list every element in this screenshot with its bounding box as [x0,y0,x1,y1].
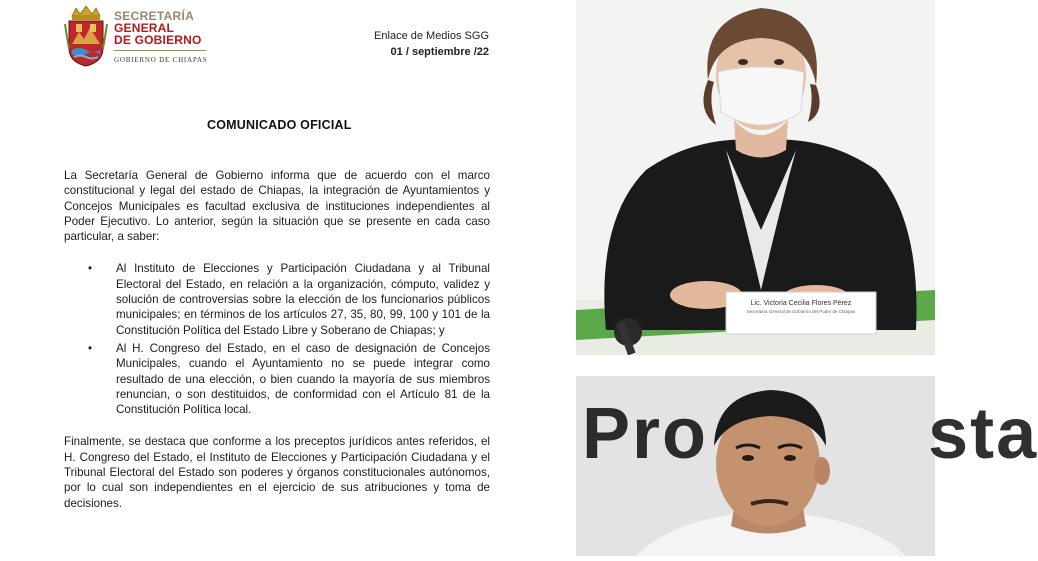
org-line-4: GOBIERNO DE CHIAPAS [114,56,208,64]
document-meta [374,28,489,60]
org-line-2: GENERAL [114,21,175,35]
nameplate [726,300,876,314]
bullet-glyph: • [88,262,93,276]
source-label: Enlace de Medios SGG [374,30,489,42]
bullet-list [64,261,490,417]
nameplate-name: Lic. Victoria Cecilia Flores Pérez [750,300,852,307]
closing-paragraph: Finalmente, se destaca que conforme a los preceptos jurídicos antes referidos, el H. Congreso del Estado, el Instituto de Elecciones y Participación Ciudadana y el Tribunal Electoral del Estado son poderes y órganos constitucionales autónomos, por lo cual son independientes en el ejercicio de sus atribuciones y toma de decisiones. [64,435,490,510]
bullet-text: Al H. Congreso del Estado, en el caso de designación de Concejos Municipales, cuando el Ayuntamiento no se puede integrar como resultado de una elección, o bien cuando la mayoría de sus miembros renuncian, o son destituidos, de conformidad con el Artículo 81 de la Constitución Política local. [116,341,490,417]
photo-official-woman [576,0,935,355]
background-sign-text: Pro sta [582,394,1038,474]
list-item [64,341,490,417]
org-line-1: SECRETARÍA [114,9,195,23]
nameplate-role: Secretaría General de Gobierno del Poder de Chiapas [746,309,856,314]
org-line-3: DE GOBIERNO [114,33,202,47]
list-item [64,261,490,337]
document-title: COMUNICADO OFICIAL [207,118,352,132]
intro-paragraph: La Secretaría General de Gobierno informa que de acuerdo con el marco constitucional y legal del estado de Chiapas, la integración de Ayuntamientos y Concejos Municipales es facultad exclusiva de instituciones independientes al Poder Ejecutivo. Lo anterior, según la situación que se presente en cada caso particular, a saber: [64,169,490,244]
chiapas-coat-of-arms-logo [64,4,108,68]
photo-official-man [576,376,1038,556]
bullet-text: Al Instituto de Elecciones y Participación Ciudadana y al Tribunal Electoral del Estado, en relación a la organización, cómputo, validez y solución de controversias sobre la elección de los funcionarios públicos municipales; en términos de los artículos 27, 35, 80, 99, 100 y 101 de la Constitución Política del Estado Libre y Soberano de Chiapas; y [116,262,490,337]
bullet-glyph: • [88,341,93,355]
document-date: 01 / septiembre /22 [390,46,489,58]
document-body [64,168,490,511]
org-divider [114,50,206,51]
organization-name [114,10,208,66]
photo-gap [576,355,935,376]
